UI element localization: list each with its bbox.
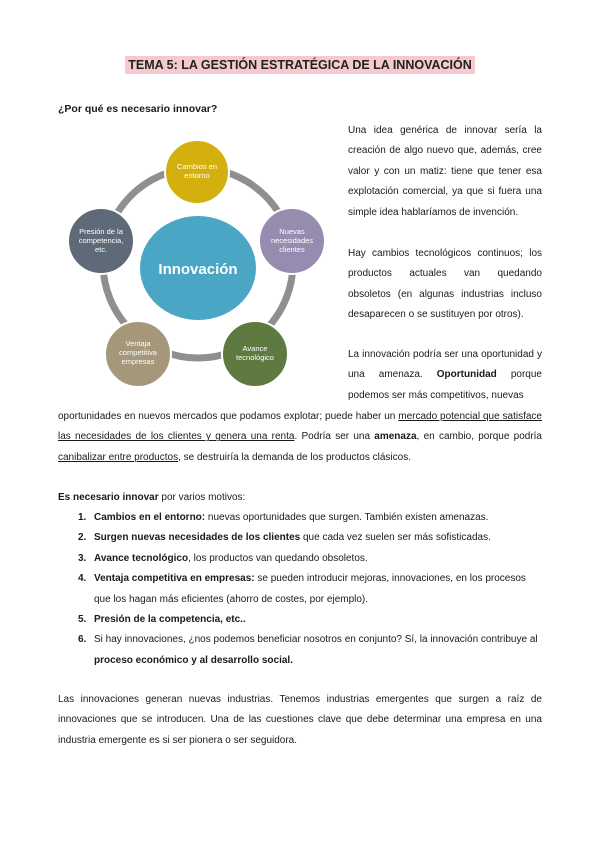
text-run: por varios motivos: bbox=[158, 492, 246, 503]
list-number: 1. bbox=[78, 512, 87, 523]
text-run: que cada vez suelen ser más sofisticadas. bbox=[300, 532, 491, 544]
paragraph-tech-changes: Hay cambios tecnológicos continuos; los productos actuales van quedando obsoletos (en algunas industrias incluso desaparecen o se sustituyen por otros). bbox=[348, 248, 542, 321]
diagram-center-label: Innovación bbox=[158, 261, 238, 278]
diagram-node-nuevas-necesidades bbox=[259, 208, 325, 274]
list-number: 3. bbox=[78, 552, 87, 564]
text-run: , se destruiría la demanda de los productos clásicos. bbox=[178, 451, 411, 463]
list-item bbox=[58, 630, 542, 671]
diagram-node-presion-competencia bbox=[68, 208, 134, 274]
diagram-node-ventaja-competitiva bbox=[105, 321, 171, 387]
paragraph-opportunity-body bbox=[58, 407, 542, 468]
node-label-line: tecnológico bbox=[236, 353, 274, 362]
text-run-bold: amenaza bbox=[374, 431, 417, 443]
page-title-text: TEMA 5: LA GESTIÓN ESTRATÉGICA DE LA INNOVACIÓN bbox=[125, 56, 475, 74]
list-number: 6. bbox=[78, 634, 87, 646]
text-run-underlined: mercado potencial que satisface las necesidades de los clientes y genera una renta bbox=[58, 411, 542, 443]
paragraph-definition: Una idea genérica de innovar sería la creación de algo nuevo que, además, cree valor y con un matiz: tiene que tener esa explotación comercial, ya que si fuera una simple idea hablaríamos de invención. bbox=[348, 125, 542, 218]
list-number: 4. bbox=[78, 573, 87, 585]
text-run: Si hay innovaciones, ¿nos podemos beneficiar nosotros en conjunto? Sí, la innovación contribuye al bbox=[94, 634, 538, 646]
node-label-line: Nuevas bbox=[279, 227, 305, 236]
node-label-line: Ventaja bbox=[125, 339, 151, 348]
reasons-intro bbox=[58, 488, 542, 508]
innovation-cycle-diagram bbox=[58, 128, 343, 393]
node-label-line: Avance bbox=[242, 344, 268, 353]
node-label-line: entorno bbox=[184, 171, 210, 180]
list-item bbox=[58, 610, 542, 630]
list-item bbox=[58, 528, 542, 548]
node-label-line: Presión de la bbox=[79, 227, 123, 236]
text-run: porque podemos ser más competitivos, nuevas bbox=[348, 369, 542, 401]
text-run-underlined: canibalizar entre productos bbox=[58, 451, 179, 463]
text-run: oportunidades en nuevos mercados que podamos explotar; puede haber un bbox=[58, 411, 399, 422]
text-run-bold: Oportunidad bbox=[436, 369, 497, 381]
text-run: La innovación podría ser una oportunidad y una amenaza. bbox=[348, 349, 542, 381]
list-number: 2. bbox=[78, 532, 87, 544]
text-run: nuevas oportunidades que surgen. También existen amenazas. bbox=[205, 512, 489, 523]
text-run-bold: Cambios en el entorno: bbox=[94, 512, 206, 523]
page-title bbox=[0, 56, 600, 74]
text-run-bold: Surgen nuevas necesidades de los clientes bbox=[94, 532, 301, 544]
node-label-line: competencia, bbox=[78, 236, 124, 245]
node-label-line: Cambios en bbox=[176, 162, 218, 171]
text-run: , los productos van quedando obsoletos. bbox=[188, 552, 368, 564]
text-run-bold: proceso económico y al desarrollo social. bbox=[94, 654, 293, 666]
reasons-list bbox=[58, 508, 542, 671]
text-run-bold: Es necesario innovar bbox=[58, 492, 159, 503]
node-label-line: clientes bbox=[279, 245, 305, 254]
section-question: ¿Por qué es necesario innovar? bbox=[58, 103, 218, 115]
paragraph-opportunity-head bbox=[348, 345, 542, 406]
text-run: . Podría ser una bbox=[294, 431, 375, 443]
list-item bbox=[58, 508, 542, 528]
node-label-line: etc. bbox=[94, 245, 108, 254]
diagram-node-avance-tecnologico bbox=[222, 321, 288, 387]
node-label-line: necesidades bbox=[270, 236, 314, 245]
text-run-bold: Ventaja competitiva en empresas: bbox=[94, 573, 255, 585]
text-run: , en cambio, porque podría bbox=[416, 431, 542, 443]
node-label-line: empresas bbox=[121, 357, 155, 366]
node-label-line: competitiva bbox=[119, 348, 157, 357]
text-run-bold: Presión de la competencia, etc.. bbox=[94, 614, 246, 626]
diagram-node-cambios-entorno bbox=[165, 140, 229, 204]
list-number: 5. bbox=[78, 614, 87, 626]
list-item bbox=[58, 569, 542, 610]
text-run: se pueden introducir mejoras, innovaciones, en los procesos que los hagan más eficientes (ahorro de costes, por ejemplo). bbox=[94, 573, 526, 605]
list-item bbox=[58, 549, 542, 569]
paragraph-closing: Las innovaciones generan nuevas industrias. Tenemos industrias emergentes que surgen a raíz de innovaciones que se introducen. Una de las cuestiones clave que debe determinar una empresa en una industria emergente es si ser pionera o ser seguidora. bbox=[58, 694, 542, 746]
text-run-bold: Avance tecnológico bbox=[94, 552, 189, 564]
